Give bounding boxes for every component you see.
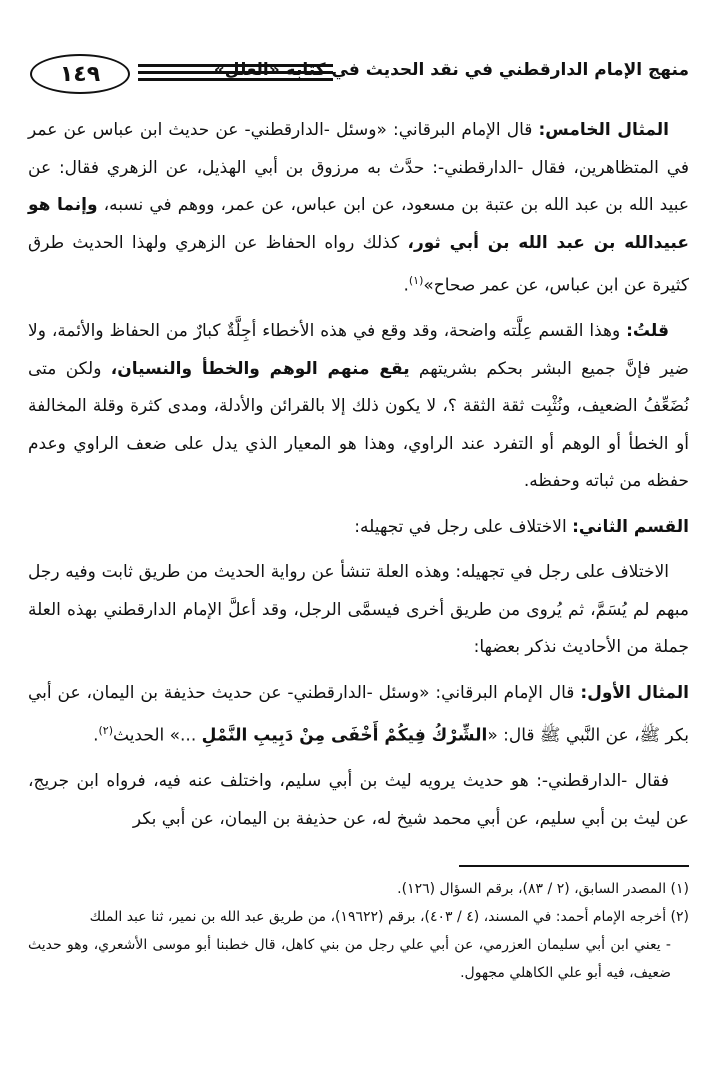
- paragraph-text: كذلك رواه الحفاظ عن الزهري ولهذا الحديث طرق كثيرة عن ابن عباس، عن عمر صحاح»: [28, 232, 689, 296]
- punctuation: .: [403, 275, 409, 296]
- footnote-ref[interactable]: (١): [408, 274, 424, 287]
- footnote-ref[interactable]: (٢): [98, 724, 113, 738]
- paragraph-text: وهذا القسم عِلَّته واضحة، وقد وقع في هذه الأخطاء أجِلَّةٌ كبارٌ من الحفاظ والأئمة، ولا ضير فإنَّ جميع البشر بحكم بشريتهم: [28, 321, 689, 379]
- paragraph-example-5: [28, 112, 689, 305]
- paragraph-section-intro: [28, 554, 689, 667]
- bold-text: يقع منهم الوهم والخطأ والنسيان،: [110, 358, 410, 379]
- footnote-2: (٢) أخرجه الإمام أحمد: في المسند، (٤ / ٤٠٣)، برقم (١٩٦٢٢)، من طريق عبد الله بن نمير، ثنا عبد الملك: [89, 909, 689, 925]
- paragraph-text: ...» الحديث: [113, 725, 202, 746]
- page-number: ١٤٩: [30, 54, 130, 94]
- footnote-1: (١) المصدر السابق، (٢ / ٨٣)، برقم السؤال (١٢٦).: [397, 881, 689, 897]
- comment-label: قلتُ:: [626, 321, 669, 342]
- running-title: منهج الإمام الدارقطني في نقد الحديث في كتابه «العلل»: [213, 60, 689, 80]
- example-label: المثال الخامس:: [538, 120, 669, 140]
- section-heading: [28, 509, 689, 547]
- example-label: المثال الأول:: [580, 682, 689, 703]
- section-label: القسم الثاني:: [572, 516, 689, 537]
- paragraph-text: فقال -الدارقطني-: هو حديث يرويه ليث بن أبي سليم، واختلف عنه فيه، فرواه ابن جريج، عن ليث بن أبي سليم، عن أبي محمد شيخ له، عن حذيفة بن اليمان، عن أبي بكر: [28, 771, 689, 829]
- footnote-divider: [459, 865, 689, 867]
- hadith-quote: الشِّرْكُ فِيكُمْ أَخْفَى مِنْ دَبِيبِ النَّمْلِ: [201, 725, 488, 746]
- paragraph-example-1: [28, 675, 689, 756]
- paragraph-text: قال الإمام البرقاني: «وسئل -الدارقطني- عن حديث ابن عباس عن عمر في المتظاهرين، فقال -الدارقطني-: حدَّث به مرزوق بن أبي الهذيل، عن الزهري فقال: عن عبيد الله بن عبد الله بن عتبة بن مسعود، عن ابن عباس، عن عمر، ووهم في نسبه،: [28, 120, 690, 215]
- section-title: الاختلاف على رجل في تجهيله:: [354, 516, 573, 537]
- page-header: [30, 50, 689, 98]
- footnotes: [28, 875, 689, 987]
- paragraph-text: ولكن متى نُضَعِّفُ الضعيف، ونُثْبِت ثقة الثقة ؟، لا يكون ذلك إلا بالقرائن والأدلة، ومدى كثرة وقلة المخالفة أو الخطأ أو الوهم أو التفرد عند الراوي، وهذا هو المعيار الذي يدل على ضعف الراوي وعدم حفظه من ثباته وحفظه.: [28, 358, 689, 492]
- main-text: [28, 112, 689, 846]
- paragraph-answer: [28, 763, 689, 838]
- bold-text: وإنما هو عبيدالله بن عبد الله بن أبي ثور،: [28, 195, 689, 253]
- paragraph-comment: [28, 313, 689, 501]
- paragraph-text: قال الإمام البرقاني: «وسئل -الدارقطني- عن حديث حذيفة بن اليمان، عن أبي بكر ﷺ، عن النَّبي ﷺ قال: «: [28, 682, 689, 746]
- punctuation: .: [93, 725, 99, 746]
- footnote-2-continued: - يعني ابن أبي سليمان العزرمي، عن أبي علي رجل من بني كاهل، قال خطبنا أبو موسى الأشعري، وهو حديث ضعيف، فيه أبو علي الكاهلي مجهول.: [28, 937, 671, 981]
- paragraph-text: الاختلاف على رجل في تجهيله: وهذه العلة تنشأ عن رواية الحديث من طريق ثابت وفيه رجل مبهم لم يُسَمَّ، ثم يُروى من طريق أخرى فيسمَّى الرجل، وقد أعلَّ الإمام الدارقطني بهذه العلة جملة من الأحاديث نذكر بعضها:: [28, 562, 689, 658]
